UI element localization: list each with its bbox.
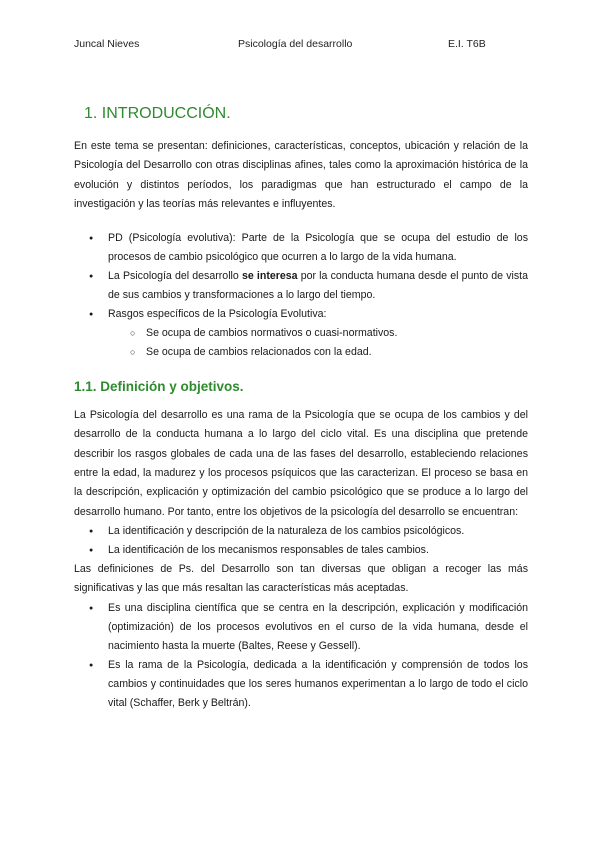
header-author: Juncal Nieves [74,38,140,50]
page-header [74,38,526,52]
definition-paragraph: La Psicología del desarrollo es una rama de la Psicología que se ocupa de los cambios y del desarrollo de la conducta humana a lo largo del ciclo vital. Es una disciplina que pretende describir los rasgos globales de cada una de las fases del desarrollo, estableciendo relaciones entre la edad, la madurez y los procesos psíquicos que las caracterizan. El proceso se basa en la descripción, explicación y optimización del cambio psicológico que se produce a lo largo del desarrollo humano. Por tanto, entre los objetivos de la psicología del desarrollo se encuentran: [74,409,528,518]
list-item: ● La identificación de los mecanismos responsables de tales cambios. [74,541,528,560]
list-item: ● La identificación y descripción de la naturaleza de los cambios psicológicos. [74,522,528,541]
list-item: ● Es una disciplina científica que se centra en la descripción, explicación y modificación (optimización) de los procesos evolutivos en el curso de la vida humana, desde el nacimiento hasta la muerte (Baltes, Reese y Gessell). [74,599,528,656]
objectives-list [74,522,528,560]
section-title-introduccion: 1. INTRODUCCIÓN. [84,105,231,122]
spacer [74,214,528,229]
list-item-text: La Psicología del desarrollo [108,270,242,283]
sub-list-item: ○ Se ocupa de cambios normativos o cuasi-normativos. [74,324,528,343]
intro-paragraph: En este tema se presentan: definiciones, características, conceptos, ubicación y relación de la Psicología del Desarrollo con otras disciplinas afines, tales como la aproximación histórica de la evolución y distintos períodos, los paradigmas que han estructurado el campo de la investigación y las teorías más relevantes e influyentes. [74,140,528,210]
list-item: ● Es la rama de la Psicología, dedicada a la identificación y comprensión de todos los cambios y continuidades que los seres humanos experimentan a lo largo de todo el ciclo vital (Schaffer, Berk y Beltrán). [74,656,528,713]
intro-bullet-list [74,229,528,324]
definitions-paragraph: Las definiciones de Ps. del Desarrollo son tan diversas que obligan a recoger las más significativas y las que más resaltan las características más aceptadas. [74,562,528,595]
section-title-definicion: 1.1. Definición y objetivos. [74,379,244,395]
list-item-text: por la conducta humana desde el punto de vista de sus cambios y transformaciones a lo largo del tiempo. [108,270,529,302]
list-item-text: Rasgos específicos de la Psicología Evolutiva: [108,308,327,321]
list-item-bold-text: se interesa [241,270,298,283]
sub-bullet-list [74,324,528,362]
definitions-list [74,599,528,713]
list-item: ● PD (Psicología evolutiva): Parte de la Psicología que se ocupa del estudio de los procesos de cambio psicológico que ocurren a lo largo de la vida humana. [74,229,528,267]
list-item [74,305,528,324]
list-item [74,267,528,305]
header-subject: Psicología del desarrollo [238,38,353,50]
document-body [74,104,528,713]
header-code: E.I. T6B [448,38,486,50]
sub-list-item: ○ Se ocupa de cambios relacionados con la edad. [74,343,528,362]
